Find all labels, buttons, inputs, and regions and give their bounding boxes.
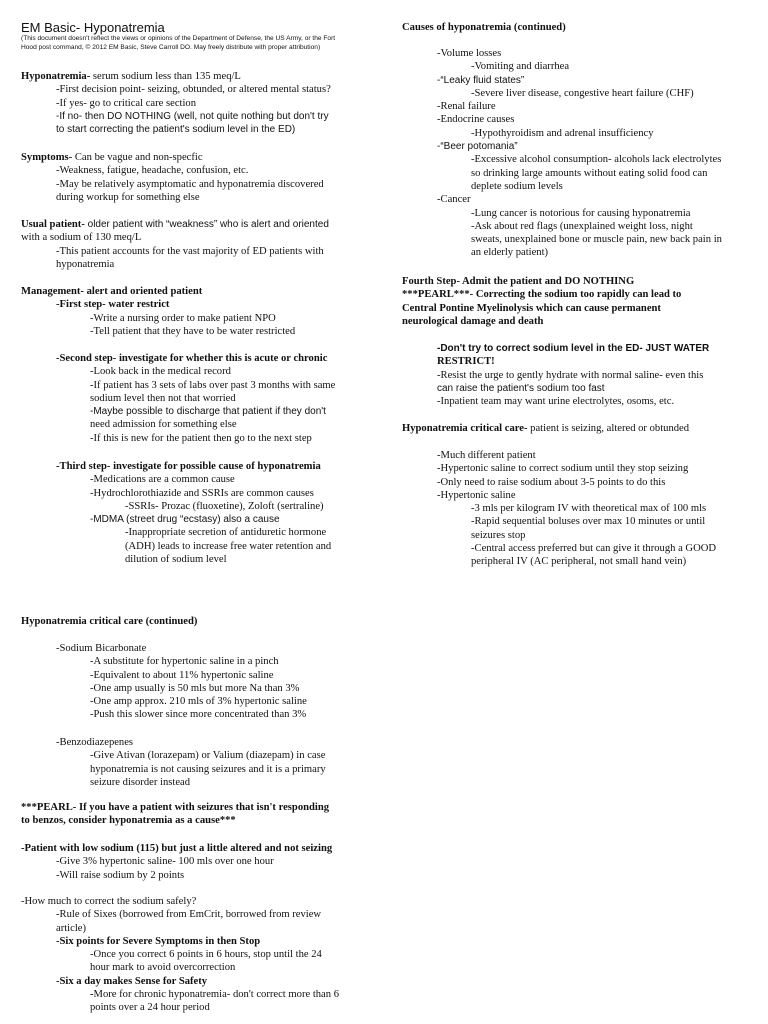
sodium-bicarbonate-heading: -Sodium Bicarbonate	[56, 643, 147, 654]
list-item: -One amp usually is 50 mls but more Na than 3%	[90, 682, 300, 694]
causes-heading: Causes of hyponatremia (continued)	[402, 22, 566, 33]
pearl-line: neurological damage and death	[402, 315, 544, 327]
list-item: -Don't try to correct sodium level in the ED- JUST WATER	[437, 343, 710, 354]
list-item: -This patient accounts for the vast majority of ED patients with	[56, 245, 324, 257]
critical-care-continued-heading: Hyponatremia critical care (continued)	[21, 616, 198, 627]
list-item: -Push this slower since more concentrated than 3%	[90, 709, 307, 721]
list-item: -“Leaky fluid states”	[437, 74, 525, 86]
pearl-line: ***PEARL- If you have a patient with seizures that isn't responding	[21, 802, 330, 813]
disclaimer-line-1: (This document doesn't reflect the views or opinions of the Department of Defense, the US Army, or the Fort	[21, 35, 336, 42]
low-sodium-heading: -Patient with low sodium (115) but just a little altered and not seizing	[21, 843, 333, 854]
section-critical-care-continued	[21, 615, 369, 628]
list-item: -Once you correct 6 points in 6 hours, stop until the 24	[90, 949, 322, 961]
list-item-continued: RESTRICT!	[437, 356, 495, 368]
list-item: -Give Ativan (lorazepam) or Valium (diazepam) in case	[90, 750, 326, 762]
list-dash: -	[90, 989, 94, 1001]
list-item: -Maybe possible to discharge that patient if they don't	[90, 406, 326, 418]
list-item: -Only need to raise sodium about 3-5 points to do this	[437, 476, 666, 488]
list-item: -Equivalent to about 11% hypertonic saline	[90, 669, 274, 681]
list-item: -Lung cancer is notorious for causing hyponatremia	[471, 207, 691, 219]
list-item-continued: hyponatremia	[56, 258, 115, 270]
list-item: -May be relatively asymptomatic and hyponatremia discovered	[56, 178, 324, 190]
list-item: -“Beer potomania”	[437, 141, 518, 153]
list-item: -Write a nursing order to make patient NPO	[90, 312, 276, 324]
management-heading: Management- alert and oriented patient	[21, 286, 203, 297]
list-item-continued: hour mark to avoid overcorrection	[90, 962, 236, 974]
section-definition	[21, 70, 369, 136]
list-item: -Cancer	[437, 194, 471, 206]
list-item-continued: so drinking large amounts without eating solid food can	[471, 167, 708, 179]
list-item-continued: dilution of sodium level	[125, 554, 227, 566]
list-item-continued: hyponatremia is not causing seizures and it is a primary	[90, 763, 326, 775]
third-step-heading: -Third step- investigate for possible cause of hyponatremia	[56, 461, 321, 472]
six-a-day-heading: -Six a day makes Sense for Safety	[56, 975, 208, 987]
symptoms-heading: Symptoms-	[21, 152, 73, 163]
document-title: EM Basic- Hyponatremia	[21, 20, 165, 35]
list-item: -Weakness, fatigue, headache, confusion, etc.	[56, 165, 249, 177]
list-item: -One amp approx. 210 mls of 3% hypertonic saline	[90, 696, 307, 708]
list-item: -Central access preferred but can give it through a GOOD	[471, 543, 717, 555]
list-item-continued: article)	[56, 922, 86, 934]
list-item: -Hydrochlorothiazide and SSRIs are common causes	[90, 487, 314, 499]
section-second-step	[21, 352, 369, 445]
list-item-continued: points over a 24 hour period	[90, 1002, 210, 1014]
list-item-continued: deplete sodium levels	[471, 180, 563, 192]
section-usual-patient	[21, 218, 369, 271]
list-item: -If patient has 3 sets of labs over past 3 months with same	[90, 379, 336, 391]
list-item-continued: seizure disorder instead	[90, 776, 191, 788]
list-item: -Endocrine causes	[437, 114, 515, 126]
pearl-line: to benzos, consider hyponatremia as a cause***	[21, 815, 236, 827]
correction-rate-heading: -How much to correct the sodium safely?	[21, 896, 197, 907]
list-item-continued: need admission for something else	[90, 419, 237, 431]
definition-text: serum sodium less than 135 meq/L	[90, 71, 241, 82]
list-item-continued: peripheral IV (AC peripheral, not small hand vein)	[471, 556, 687, 568]
section-symptoms	[21, 151, 369, 204]
list-item: -Hypothyroidism and adrenal insufficiency	[471, 127, 654, 139]
section-critical-care	[402, 422, 756, 435]
section-do-nothing	[402, 342, 756, 408]
symptoms-text: Can be vague and non-specfic	[72, 152, 203, 163]
list-item: -SSRIs- Prozac (fluoxetine), Zoloft (sertraline)	[125, 500, 324, 512]
list-item: -Severe liver disease, congestive heart failure (CHF)	[471, 87, 694, 99]
list-item: -Ask about red flags (unexplained weight loss, night	[471, 220, 693, 232]
first-step-heading: -First step- water restrict	[56, 299, 170, 311]
section-low-sodium	[21, 842, 369, 882]
definition-heading: Hyponatremia-	[21, 71, 91, 82]
list-item: -Vomiting and diarrhea	[471, 61, 570, 73]
list-item-continued: to start correcting the patient's sodium level in the ED)	[56, 124, 296, 136]
list-item: -Rapid sequential boluses over max 10 minutes or until	[471, 516, 706, 528]
list-item: -Hypertonic saline	[437, 489, 516, 501]
list-item: -MDMA (street drug “ecstasy) also a cause	[90, 514, 280, 526]
six-points-heading: -Six points for Severe Symptoms in then Stop	[56, 935, 261, 947]
list-item: -If yes- go to critical care section	[56, 97, 197, 109]
list-item: -Inpatient team may want urine electrolytes, osoms, etc.	[437, 396, 675, 408]
list-item-continued: sodium level then not that worried	[90, 392, 236, 404]
list-item: -Excessive alcohol consumption- alcohols lack electrolytes	[471, 154, 722, 166]
list-item: -Hypertonic saline to correct sodium until they stop seizing	[437, 463, 689, 475]
list-item: -Look back in the medical record	[90, 366, 231, 378]
pearl-line: ***PEARL***- Correcting the sodium too rapidly can lead to	[402, 289, 682, 301]
list-item: -A substitute for hypertonic saline in a pinch	[90, 656, 279, 668]
list-item: -First decision point- seizing, obtunded, or altered mental status?	[56, 84, 331, 96]
causes-list	[402, 47, 756, 260]
critical-care-heading: Hyponatremia critical care-	[402, 423, 528, 434]
list-item-continued: during workup for something else	[56, 191, 200, 203]
section-pearl-benzos	[21, 801, 369, 828]
list-item-continued: sweats, unexplained bone or muscle pain, new back pain in	[471, 234, 722, 246]
list-item: -Renal failure	[437, 101, 496, 113]
list-item: -Will raise sodium by 2 points	[56, 869, 185, 881]
usual-patient-text-continued: with a sodium of 130 meq/L	[21, 232, 142, 244]
section-correction-rate	[21, 895, 369, 1015]
section-third-step	[21, 460, 369, 566]
list-item-continued: seizures stop	[471, 529, 526, 541]
section-management	[21, 285, 369, 338]
section-causes-continued	[402, 21, 756, 34]
fourth-step-heading: Fourth Step- Admit the patient and DO NOTHING	[402, 276, 635, 287]
list-item-continued: (ADH) leads to increase free water retention and	[125, 540, 332, 552]
list-item: -Inappropriate secretion of antiduretic hormone	[125, 527, 327, 539]
list-item: -Rule of Sixes (borrowed from EmCrit, borrowed from review	[56, 909, 322, 921]
benzodiazepines-heading: -Benzodiazepenes	[56, 737, 134, 748]
list-item-continued: an elderly patient)	[471, 247, 549, 259]
pearl-line: Central Pontine Myelinolysis which can cause permanent	[402, 302, 661, 314]
critical-care-text: patient is seizing, altered or obtunded	[527, 423, 690, 434]
list-item: More for chronic hyponatremia- don't correct more than 6	[93, 989, 340, 1001]
list-item: -Resist the urge to gently hydrate with normal saline- even this	[437, 369, 704, 381]
list-item: -Tell patient that they have to be water restricted	[90, 325, 296, 337]
list-item: -If this is new for the patient then go to the next step	[90, 432, 312, 444]
list-item: -Much different patient	[437, 450, 536, 461]
section-sodium-bicarbonate	[21, 642, 369, 722]
section-benzodiazepines	[21, 736, 369, 789]
critical-care-list	[402, 449, 756, 569]
list-item: -Volume losses	[437, 48, 502, 59]
section-fourth-step	[402, 275, 756, 328]
document-header	[21, 20, 369, 52]
list-item: -If no- then DO NOTHING (well, not quite nothing but don't try	[56, 110, 329, 122]
list-item: -Give 3% hypertonic saline- 100 mls over one hour	[56, 856, 274, 868]
list-item: -3 mls per kilogram IV with theoretical max of 100 mls	[471, 503, 707, 515]
list-item: -Medications are a common cause	[90, 474, 235, 486]
usual-patient-text: older patient with “weakness” who is alert and oriented	[84, 219, 329, 230]
list-item-continued: can raise the patient's sodium too fast	[437, 382, 605, 394]
second-step-heading: -Second step- investigate for whether this is acute or chronic	[56, 353, 328, 364]
usual-patient-heading: Usual patient-	[21, 219, 85, 230]
disclaimer-line-2: Hood post command, © 2012 EM Basic, Steve Carroll DO. May freely distribute with proper attribution)	[21, 43, 321, 51]
